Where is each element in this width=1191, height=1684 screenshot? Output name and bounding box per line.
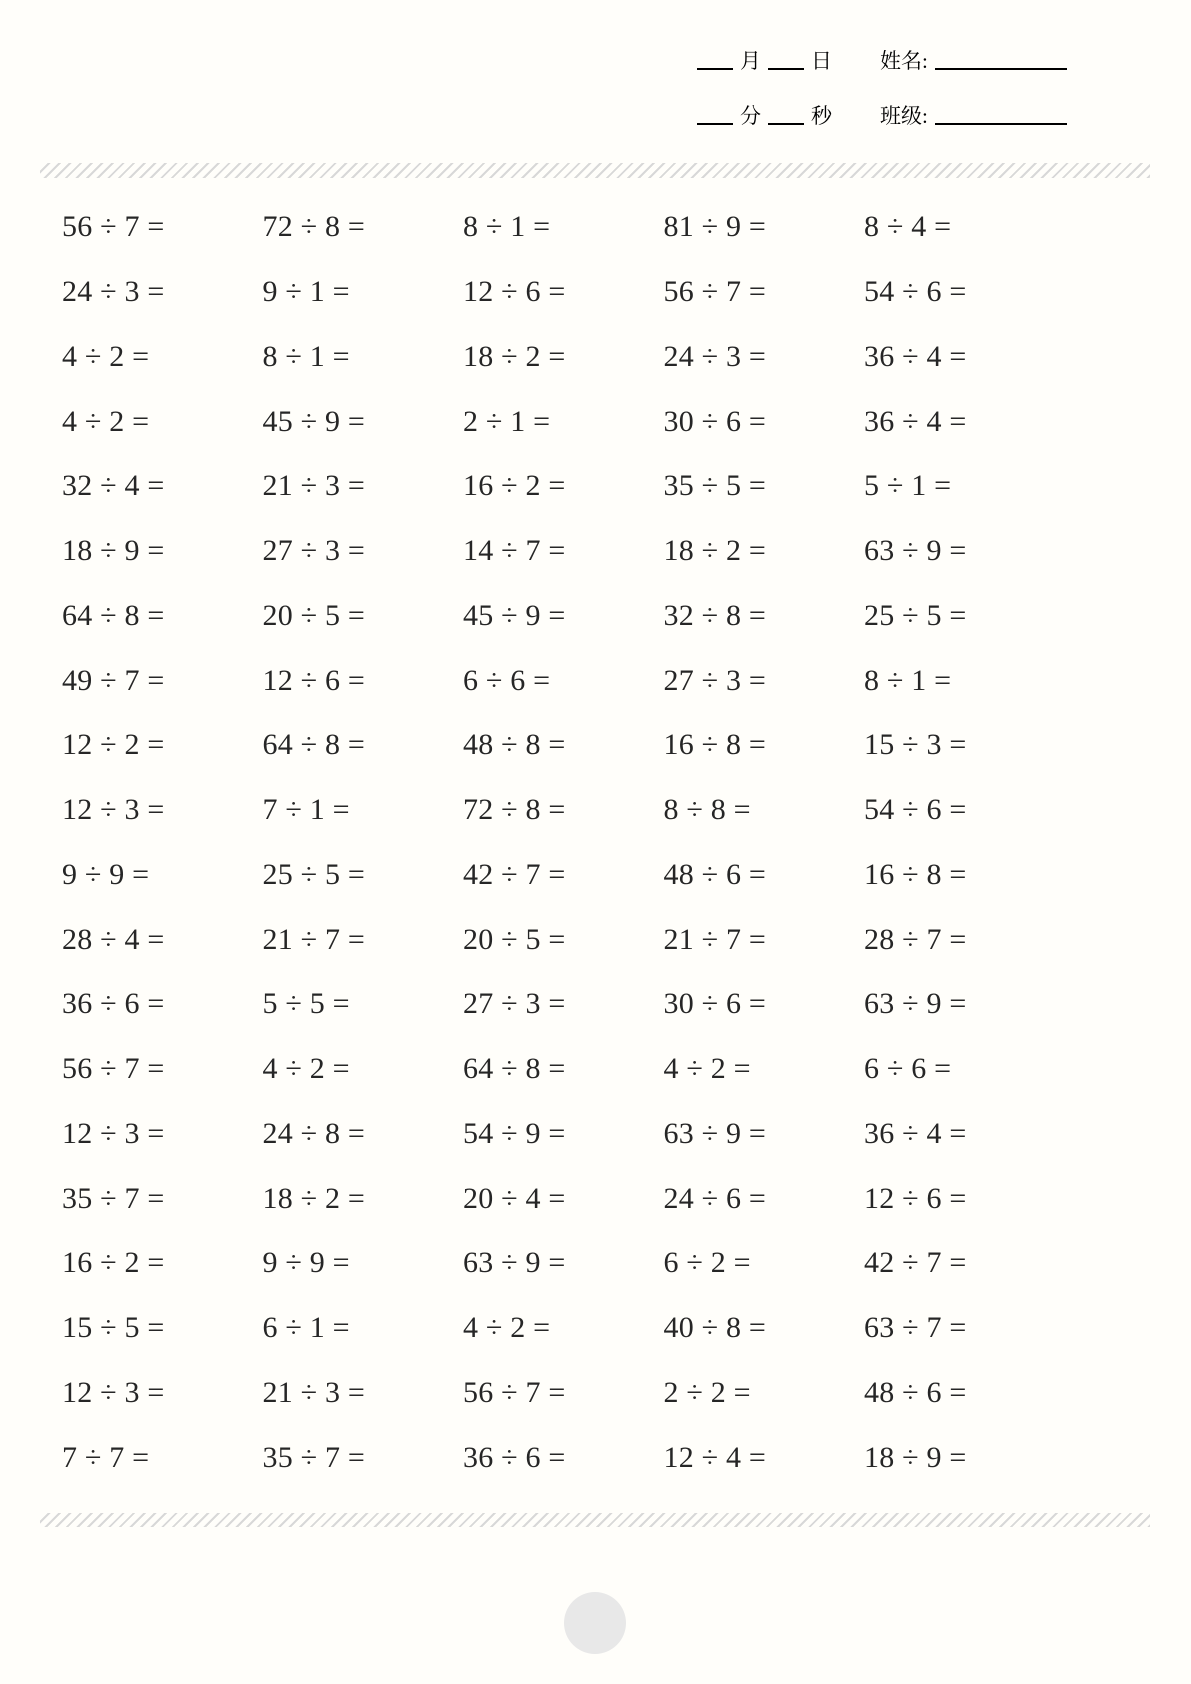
minute-label: 分: [740, 103, 761, 128]
division-problem: 12 ÷ 3 =: [62, 793, 165, 827]
division-problem: 56 ÷ 7 =: [62, 1052, 165, 1086]
second-label: 秒: [811, 103, 832, 128]
division-problem: 64 ÷ 8 =: [463, 1052, 566, 1086]
name-blank-line: [935, 67, 1067, 70]
page-dot: [564, 1592, 626, 1654]
division-problem: 49 ÷ 7 =: [62, 663, 165, 697]
time-line: [697, 99, 1067, 129]
division-problem: 16 ÷ 2 =: [463, 469, 566, 503]
division-problem: 42 ÷ 7 =: [463, 857, 566, 891]
division-problem: 15 ÷ 5 =: [62, 1311, 165, 1345]
division-problem: 27 ÷ 3 =: [663, 663, 766, 697]
division-problem: 48 ÷ 6 =: [663, 857, 766, 891]
class-blank-line: [935, 122, 1067, 125]
division-problem: 4 ÷ 2 =: [62, 339, 150, 373]
division-problem: 28 ÷ 7 =: [864, 922, 967, 956]
division-problem: 35 ÷ 7 =: [62, 1181, 165, 1215]
division-problem: 24 ÷ 3 =: [663, 339, 766, 373]
division-problem: 35 ÷ 7 =: [262, 1440, 365, 1474]
division-problem: 21 ÷ 7 =: [663, 922, 766, 956]
division-problem: 4 ÷ 2 =: [663, 1052, 751, 1086]
division-problem: 12 ÷ 2 =: [62, 728, 165, 762]
division-problem: 36 ÷ 6 =: [463, 1440, 566, 1474]
division-problem: 8 ÷ 8 =: [663, 793, 751, 827]
division-problem: 9 ÷ 9 =: [262, 1246, 350, 1280]
division-problem: 36 ÷ 4 =: [864, 404, 967, 438]
division-problem: 56 ÷ 7 =: [463, 1375, 566, 1409]
division-problem: 8 ÷ 4 =: [864, 210, 952, 244]
division-problem: 15 ÷ 3 =: [864, 728, 967, 762]
second-blank-line: [768, 122, 804, 125]
division-problem: 12 ÷ 3 =: [62, 1116, 165, 1150]
division-problem: 21 ÷ 3 =: [262, 1375, 365, 1409]
division-problem: 35 ÷ 5 =: [663, 469, 766, 503]
division-problem: 27 ÷ 3 =: [463, 987, 566, 1021]
division-problem: 8 ÷ 1 =: [262, 339, 350, 373]
division-problem: 81 ÷ 9 =: [663, 210, 766, 244]
division-problem: 56 ÷ 7 =: [62, 210, 165, 244]
division-problem: 56 ÷ 7 =: [663, 275, 766, 309]
division-problem: 40 ÷ 8 =: [663, 1311, 766, 1345]
day-blank-line: [768, 67, 804, 70]
division-problem: 8 ÷ 1 =: [864, 663, 952, 697]
division-problem: 16 ÷ 2 =: [62, 1246, 165, 1280]
minute-blank-line: [697, 122, 733, 125]
division-problem: 12 ÷ 6 =: [262, 663, 365, 697]
division-problem: 5 ÷ 5 =: [262, 987, 350, 1021]
division-problem: 20 ÷ 5 =: [262, 598, 365, 632]
division-problem: 54 ÷ 6 =: [864, 275, 967, 309]
division-problem: 21 ÷ 7 =: [262, 922, 365, 956]
division-problem: 18 ÷ 2 =: [262, 1181, 365, 1215]
division-problem: 20 ÷ 5 =: [463, 922, 566, 956]
division-problem: 63 ÷ 7 =: [864, 1311, 967, 1345]
division-problem: 45 ÷ 9 =: [262, 404, 365, 438]
division-problem: 45 ÷ 9 =: [463, 598, 566, 632]
division-problem: 18 ÷ 2 =: [663, 534, 766, 568]
division-problem: 18 ÷ 9 =: [62, 534, 165, 568]
division-problem: 42 ÷ 7 =: [864, 1246, 967, 1280]
division-problem: 12 ÷ 3 =: [62, 1375, 165, 1409]
division-problem: 54 ÷ 6 =: [864, 793, 967, 827]
division-problem: 6 ÷ 1 =: [262, 1311, 350, 1345]
division-problem: 63 ÷ 9 =: [864, 534, 967, 568]
division-problem: 48 ÷ 8 =: [463, 728, 566, 762]
division-problem: 12 ÷ 6 =: [864, 1181, 967, 1215]
division-problem: 7 ÷ 7 =: [62, 1440, 150, 1474]
division-problem: 32 ÷ 8 =: [663, 598, 766, 632]
division-problem: 9 ÷ 1 =: [262, 275, 350, 309]
division-problem: 27 ÷ 3 =: [262, 534, 365, 568]
division-problem: 20 ÷ 4 =: [463, 1181, 566, 1215]
division-problem: 21 ÷ 3 =: [262, 469, 365, 503]
division-problem: 16 ÷ 8 =: [864, 857, 967, 891]
division-problem: 4 ÷ 2 =: [463, 1311, 551, 1345]
division-problem: 18 ÷ 9 =: [864, 1440, 967, 1474]
class-label: 班级:: [880, 103, 928, 128]
division-problem: 6 ÷ 2 =: [663, 1246, 751, 1280]
division-problem: 2 ÷ 1 =: [463, 404, 551, 438]
problems-grid: [62, 195, 1065, 1490]
division-problem: 54 ÷ 9 =: [463, 1116, 566, 1150]
division-problem: 18 ÷ 2 =: [463, 339, 566, 373]
division-problem: 72 ÷ 8 =: [463, 793, 566, 827]
division-problem: 63 ÷ 9 =: [864, 987, 967, 1021]
division-problem: 36 ÷ 6 =: [62, 987, 165, 1021]
name-label: 姓名:: [880, 48, 928, 73]
division-problem: 6 ÷ 6 =: [864, 1052, 952, 1086]
month-label: 月: [740, 48, 761, 73]
division-problem: 25 ÷ 5 =: [864, 598, 967, 632]
division-problem: 63 ÷ 9 =: [463, 1246, 566, 1280]
month-blank-line: [697, 67, 733, 70]
division-problem: 63 ÷ 9 =: [663, 1116, 766, 1150]
date-line: [697, 44, 1067, 74]
division-problem: 2 ÷ 2 =: [663, 1375, 751, 1409]
division-problem: 12 ÷ 4 =: [663, 1440, 766, 1474]
division-problem: 12 ÷ 6 =: [463, 275, 566, 309]
division-problem: 32 ÷ 4 =: [62, 469, 165, 503]
division-problem: 36 ÷ 4 =: [864, 339, 967, 373]
division-problem: 72 ÷ 8 =: [262, 210, 365, 244]
division-problem: 8 ÷ 1 =: [463, 210, 551, 244]
division-problem: 64 ÷ 8 =: [262, 728, 365, 762]
division-problem: 6 ÷ 6 =: [463, 663, 551, 697]
division-problem: 5 ÷ 1 =: [864, 469, 952, 503]
division-problem: 28 ÷ 4 =: [62, 922, 165, 956]
division-problem: 36 ÷ 4 =: [864, 1116, 967, 1150]
day-label: 日: [811, 48, 832, 73]
division-problem: 14 ÷ 7 =: [463, 534, 566, 568]
division-problem: 9 ÷ 9 =: [62, 857, 150, 891]
division-problem: 30 ÷ 6 =: [663, 987, 766, 1021]
division-problem: 48 ÷ 6 =: [864, 1375, 967, 1409]
division-problem: 24 ÷ 6 =: [663, 1181, 766, 1215]
division-problem: 24 ÷ 8 =: [262, 1116, 365, 1150]
division-problem: 24 ÷ 3 =: [62, 275, 165, 309]
division-problem: 4 ÷ 2 =: [62, 404, 150, 438]
bottom-hatched-divider: [40, 1513, 1150, 1527]
division-problem: 30 ÷ 6 =: [663, 404, 766, 438]
division-problem: 4 ÷ 2 =: [262, 1052, 350, 1086]
division-problem: 64 ÷ 8 =: [62, 598, 165, 632]
division-problem: 16 ÷ 8 =: [663, 728, 766, 762]
division-problem: 7 ÷ 1 =: [262, 793, 350, 827]
division-problem: 25 ÷ 5 =: [262, 857, 365, 891]
top-hatched-divider: [40, 163, 1150, 178]
